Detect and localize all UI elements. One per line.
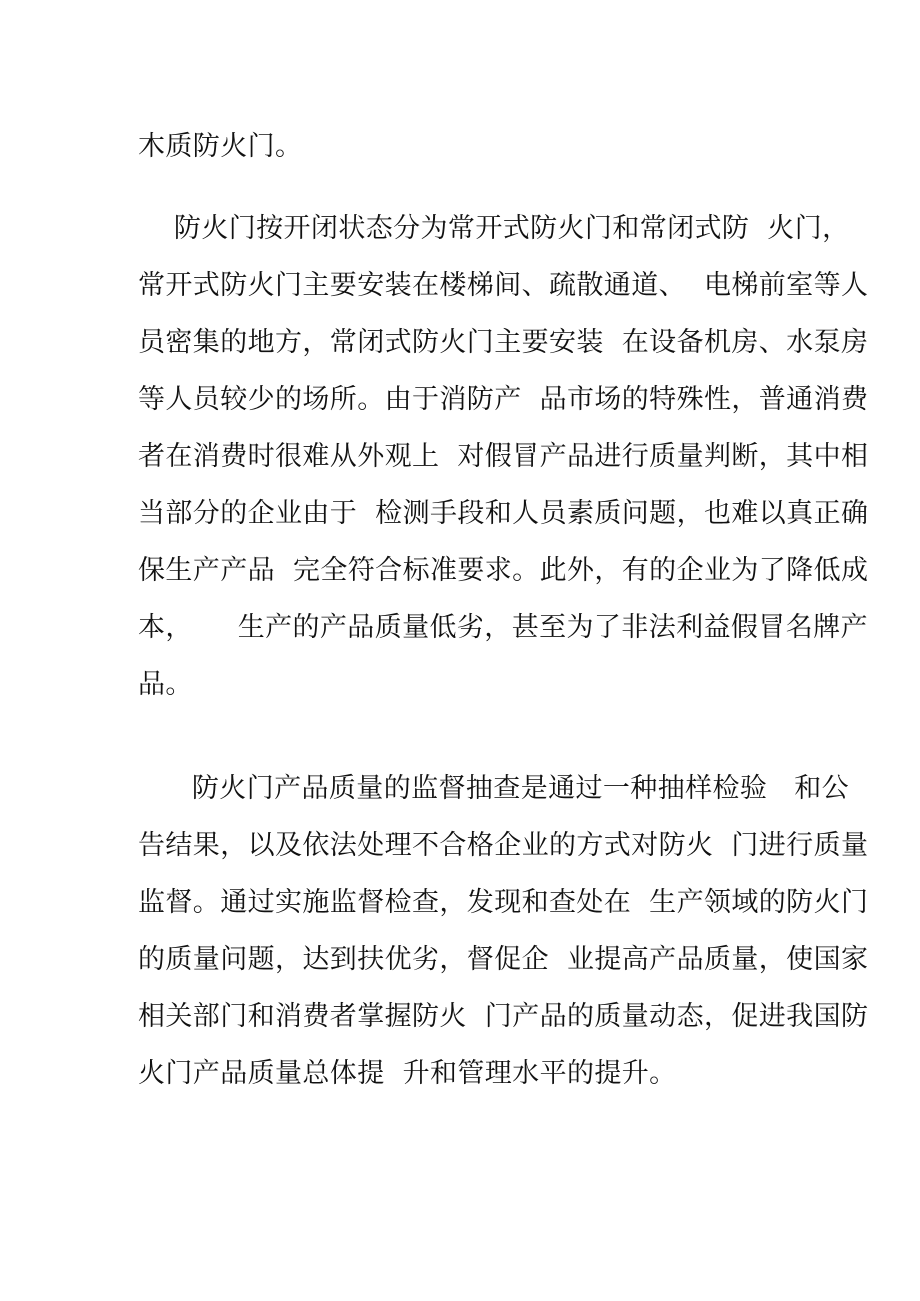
paragraph-2-line-1: 防火门按开闭状态分为常开式防火门和常闭式防 火门， (138, 213, 850, 244)
paragraph-3-line-5: 相关部门和消费者掌握防火 门产品的质量动态，促进我国防 (138, 1001, 869, 1032)
paragraph-3-line-3: 监督。通过实施监督检查，发现和查处在 生产领域的防火门 (138, 887, 869, 918)
paragraph-3-line-1: 防火门产品质量的监督抽查是通过一种抽样检验 和公 (138, 773, 850, 804)
paragraph-2-line-9: 品。 (138, 669, 193, 700)
paragraph-3-line-6: 火门产品质量总体提 升和管理水平的提升。 (138, 1058, 677, 1089)
paragraph-2-line-5: 者在消费时很难从外观上 对假冒产品进行质量判断，其中相 (138, 441, 869, 472)
paragraph-3-line-4: 的质量问题，达到扶优劣，督促企 业提高产品质量，使国家 (138, 944, 869, 975)
paragraph-3-line-2: 告结果，以及依法处理不合格企业的方式对防火 门进行质量 (138, 830, 869, 861)
paragraph-1-line-1: 木质防火门。 (138, 131, 303, 162)
paragraph-2-line-7: 保生产产品 完全符合标准要求。此外，有的企业为了降低成 (138, 555, 869, 586)
paragraph-2-line-4: 等人员较少的场所。由于消防产 品市场的特殊性，普通消费 (138, 384, 869, 415)
paragraph-2-line-2: 常开式防火门主要安装在楼梯间、疏散通道、 电梯前室等人 (138, 270, 869, 301)
paragraph-2-line-6: 当部分的企业由于 检测手段和人员素质问题，也难以真正确 (138, 498, 869, 529)
paragraph-2-line-8: 本， 生产的产品质量低劣，甚至为了非法利益假冒名牌产 (138, 612, 868, 643)
paragraph-2-line-3: 员密集的地方，常闭式防火门主要安装 在设备机房、水泵房 (138, 327, 869, 358)
